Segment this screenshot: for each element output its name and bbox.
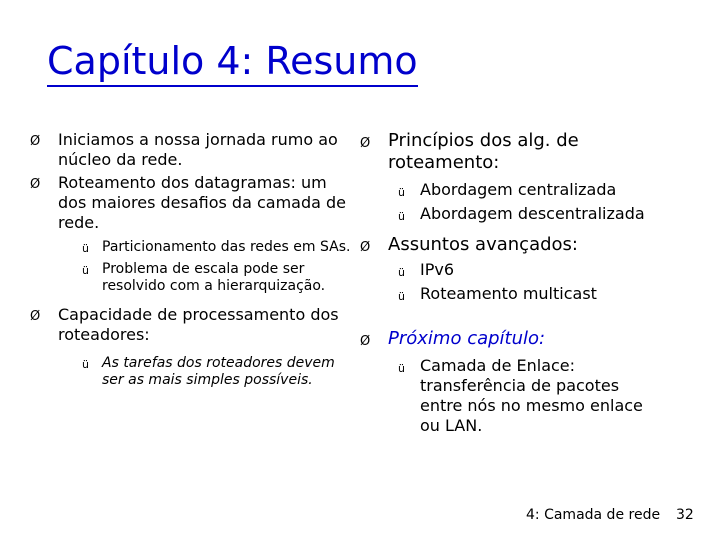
- sub-list-item-text: Particionamento das redes em SAs.: [102, 239, 351, 255]
- check-bullet-icon: ü: [398, 362, 405, 375]
- list-item-text: Próximo capítulo:: [388, 328, 546, 349]
- page-number: 32: [676, 507, 694, 523]
- sub-list-item-text: Abordagem descentralizada: [420, 204, 645, 223]
- sub-list-item: [360, 284, 690, 304]
- sub-list-item-text: Roteamento multicast: [420, 284, 597, 303]
- check-bullet-icon: ü: [398, 210, 405, 223]
- arrow-bullet-icon: Ø: [30, 177, 41, 192]
- sub-list-item-text: As tarefas dos roteadores devem ser as mais simples possíveis.: [102, 355, 335, 388]
- sub-list-item-text: Abordagem centralizada: [420, 180, 617, 199]
- list-item: [30, 305, 360, 345]
- check-bullet-icon: ü: [82, 358, 89, 371]
- check-bullet-icon: ü: [398, 186, 405, 199]
- list-item: [30, 173, 360, 233]
- sub-list-item: [360, 204, 690, 224]
- arrow-bullet-icon: Ø: [360, 334, 371, 349]
- check-bullet-icon: ü: [82, 242, 89, 255]
- sub-list-item: [360, 260, 690, 280]
- sub-list-item-text: IPv6: [420, 260, 455, 279]
- right-column: [360, 130, 690, 436]
- list-item-text: Roteamento dos datagramas: um dos maiores desafios da camada de rede.: [58, 173, 346, 232]
- list-item-text: Iniciamos a nossa jornada rumo ao núcleo da rede.: [58, 130, 338, 169]
- list-item: [360, 234, 690, 256]
- list-item: [360, 328, 690, 350]
- sub-list-item: [30, 239, 360, 256]
- sub-list-item: [30, 261, 360, 295]
- check-bullet-icon: ü: [82, 264, 89, 277]
- footer-chapter-label: 4: Camada de rede: [526, 507, 661, 523]
- list-item-text: Princípios dos alg. de roteamento:: [388, 130, 579, 173]
- list-item: [360, 130, 690, 174]
- sub-list-item: [360, 356, 650, 436]
- arrow-bullet-icon: Ø: [360, 240, 371, 255]
- sub-list-item: [30, 355, 360, 389]
- arrow-bullet-icon: Ø: [360, 136, 371, 151]
- check-bullet-icon: ü: [398, 290, 405, 303]
- left-column: [30, 130, 360, 389]
- arrow-bullet-icon: Ø: [30, 309, 41, 324]
- check-bullet-icon: ü: [398, 266, 405, 279]
- sub-list-item: [360, 180, 690, 200]
- list-item-text: Capacidade de processamento dos roteadores:: [58, 305, 339, 344]
- arrow-bullet-icon: Ø: [30, 134, 41, 149]
- sub-list-item-text: Problema de escala pode ser resolvido com a hierarquização.: [102, 261, 326, 294]
- sub-list-item-text: Camada de Enlace: transferência de pacotes entre nós no mesmo enlace ou LAN.: [420, 356, 643, 435]
- list-item: [30, 130, 360, 170]
- list-item-text: Assuntos avançados:: [388, 234, 578, 255]
- slide-title: Capítulo 4: Resumo: [47, 40, 418, 87]
